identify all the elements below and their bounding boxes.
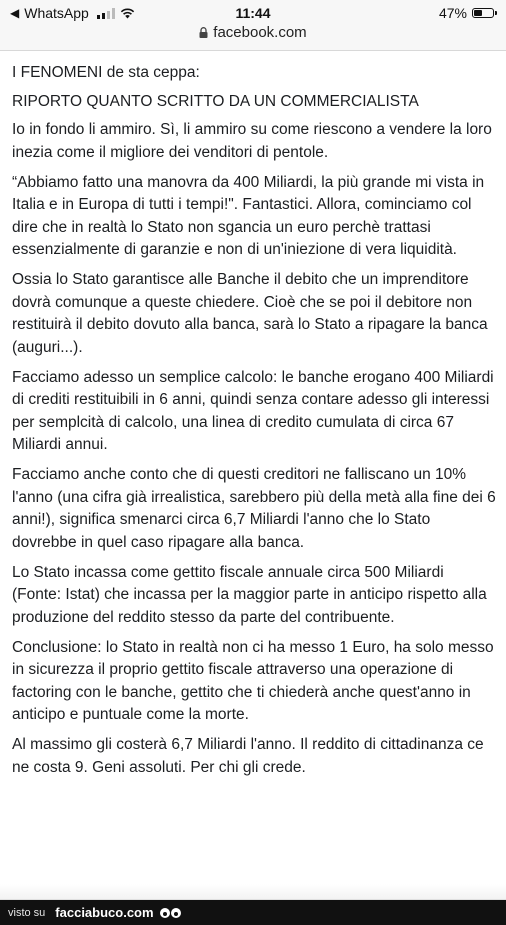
post-paragraph: Ossia lo Stato garantisce alle Banche il debito che un imprenditore dovrà comunque a queste chiedere. Cioè che se poi il debitore non restituirà il debito dovuto alla banca, sarà lo Stato a ripagare la banca (auguri...). — [12, 271, 488, 356]
watermark-prefix: visto su — [8, 906, 46, 919]
status-bar — [0, 0, 506, 51]
battery-fill — [474, 10, 482, 16]
clock: 11:44 — [235, 5, 271, 21]
post-paragraph: “Abbiamo fatto una manovra da 400 Miliardi, la più grande mi vista in Italia e in Europa di tutti i tempi!". Fantastici. Allora, cominciamo col dire che in realtà lo Stato non sgancia un euro perchè trattasi essenzialmente di garanzie e non di un'iniezione di vera liquidità. — [12, 173, 485, 258]
url-text: facebook.com — [213, 24, 307, 41]
post-paragraph: Facciamo adesso un semplice calcolo: le banche erogano 400 Miliardi di crediti restituibili in 6 anni, quindi senza contare adesso gli interessi per semplcità di calcolo, una linea di credito cumulata di circa 67 Miliardi annui. — [12, 368, 494, 453]
back-app-label: WhatsApp — [24, 5, 89, 21]
post-heading: I FENOMENI de sta ceppa: — [12, 64, 200, 81]
post-paragraph: Lo Stato incassa come gettito fiscale annuale circa 500 Miliardi (Fonte: Istat) che incassa per la maggior parte in anticipo rispetto alla produzione del reddito stesso da parte del contribuente. — [12, 563, 487, 626]
watermark-bar — [0, 899, 506, 925]
battery-icon — [472, 8, 494, 18]
battery-status — [439, 5, 494, 21]
lock-icon — [199, 27, 208, 38]
facciabuco-eyes-icon — [160, 908, 181, 918]
post-paragraph: Io in fondo li ammiro. Sì, li ammiro su come riescono a vendere la loro inezia come il migliore dei venditori di pentole. — [12, 121, 492, 161]
back-arrow-icon: ◀ — [10, 6, 20, 20]
post-paragraph: Conclusione: lo Stato in realtà non ci ha messo 1 Euro, ha solo messo in sicurezza il proprio gettito fiscale attraverso una operazione di factoring con le banche, gettito che ti chiederà anche quest'anno in anticipo e puntuale come la morte. — [12, 638, 494, 723]
post-paragraph: Facciamo anche conto che di questi creditori ne falliscano un 10% l'anno (una cifra già irrealistica, sarebbero più della metà alla fine dei 6 anni!), significa smenarci circa 6,7 Miliardi l'anno che lo Stato dovrebbe in quel caso ripagare alla banca. — [12, 466, 496, 551]
watermark-brand: facciabuco.com — [55, 905, 154, 920]
address-bar[interactable] — [0, 24, 506, 41]
post-subheading: RIPORTO QUANTO SCRITTO DA UN COMMERCIALISTA — [12, 92, 419, 110]
post-paragraph: Al massimo gli costerà 6,7 Miliardi l'anno. Il reddito di cittadinanza ce ne costa 9. Geni assoluti. Per chi gli crede. — [12, 736, 484, 776]
battery-percent: 47% — [438, 5, 467, 21]
bottom-fade — [0, 884, 506, 900]
post-body — [12, 62, 496, 787]
